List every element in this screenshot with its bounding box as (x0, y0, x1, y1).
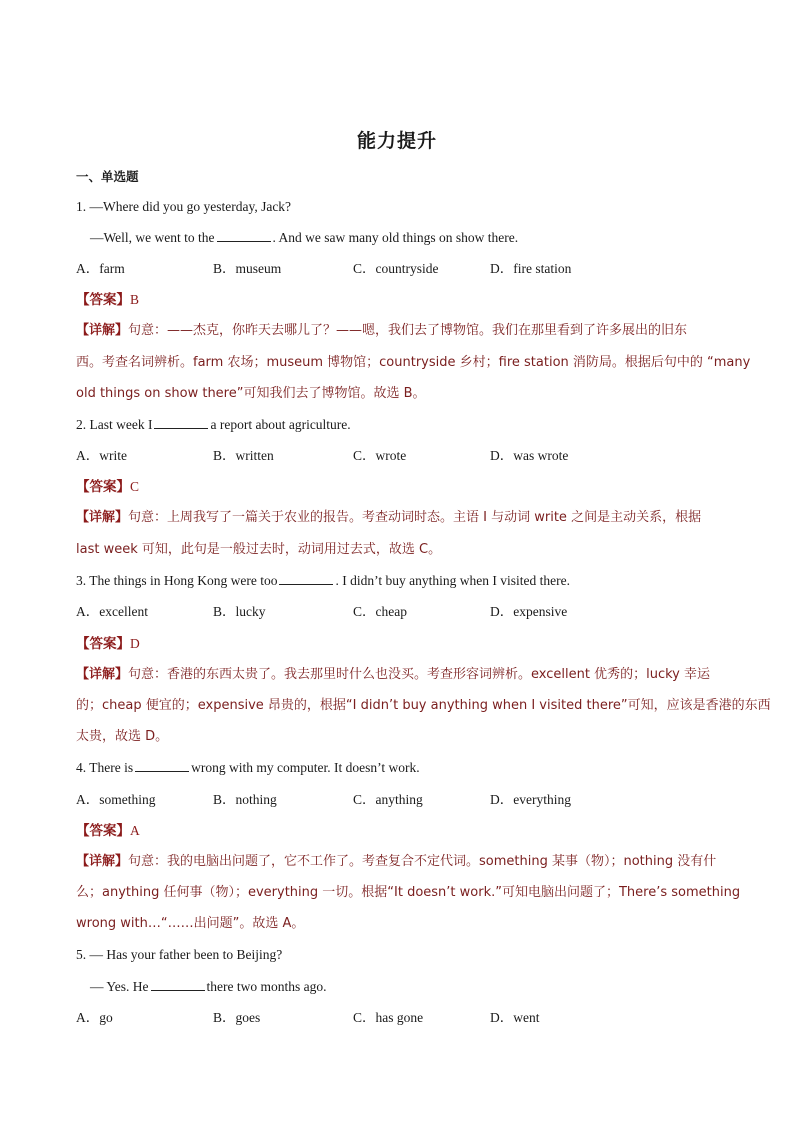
question-4-option-c: C．anything (353, 792, 423, 807)
question-3-detail-line-2: 的；cheap 便宜的；expensive 昂贵的，根据“I didn’t buy anything when I visited there”可知，应该是香港的东西 (76, 698, 771, 713)
answer-blank (217, 229, 271, 242)
question-3-detail-line-1: 【详解】句意：香港的东西太贵了。我去那里时什么也没买。考查形容词辨析。excellent 优秀的；lucky 幸运 (76, 667, 710, 682)
answer-blank (154, 416, 208, 429)
question-2-option-d: D．was wrote (490, 448, 569, 463)
question-3-stem: 3. The things in Hong Kong were too . I didn’t buy anything when I visited there. (76, 573, 570, 588)
question-2-answer: 【答案】C (76, 479, 140, 495)
question-4-detail-line-1: 【详解】句意：我的电脑出问题了，它不工作了。考查复合不定代词。something 某事（物）；nothing 没有什 (76, 854, 717, 869)
question-1-option-d: D．fire station (490, 261, 572, 276)
answer-blank (151, 978, 205, 991)
question-1-detail-line-1: 【详解】句意：——杰克，你昨天去哪儿了？——嗯，我们去了博物馆。我们在那里看到了许多展出的旧东 (76, 323, 688, 338)
question-3-answer: 【答案】D (76, 636, 140, 652)
question-5-option-a: A．go (76, 1010, 113, 1025)
question-1-option-a: A．farm (76, 261, 125, 276)
question-3-option-c: C．cheap (353, 604, 407, 619)
question-1-line-2: —Well, we went to the . And we saw many old things on show there. (90, 230, 519, 245)
question-3-option-d: D．expensive (490, 604, 568, 619)
question-2-detail-line-1: 【详解】句意：上周我写了一篇关于农业的报告。考查动词时态。主语 I 与动词 write 之间是主动关系，根据 (76, 510, 702, 525)
question-4-option-a: A．something (76, 792, 156, 807)
question-5-line-2: — Yes. He there two months ago. (90, 979, 327, 994)
question-3-option-b: B．lucky (213, 604, 266, 619)
question-1-option-c: C．countryside (353, 261, 439, 276)
question-1-answer: 【答案】B (76, 292, 140, 308)
section-heading: 一、单选题 (76, 169, 139, 184)
question-4-option-d: D．everything (490, 792, 571, 807)
answer-blank (135, 759, 189, 772)
question-1-detail-line-2: 西。考查名词辨析。farm 农场；museum 博物馆；countryside 乡村；fire station 消防局。根据后句中的 “many (76, 355, 751, 370)
question-5-option-c: C．has gone (353, 1010, 424, 1025)
answer-blank (279, 572, 333, 585)
question-4-answer: 【答案】A (76, 823, 140, 839)
question-4-option-b: B．nothing (213, 792, 277, 807)
question-2-option-a: A．write (76, 448, 127, 463)
question-5-stem: 5. — Has your father been to Beijing? (76, 947, 283, 962)
question-2-stem: 2. Last week I a report about agriculture. (76, 417, 351, 432)
question-1-detail-line-3: old things on show there”可知我们去了博物馆。故选 B。 (76, 386, 426, 401)
question-4-detail-line-2: 么；anything 任何事（物）；everything 一切。根据“It doesn’t work.”可知电脑出问题了；There’s something (76, 885, 741, 900)
question-1-stem: 1. —Where did you go yesterday, Jack? (76, 199, 292, 214)
question-4-detail-line-3: wrong with…“……出问题”。故选 A。 (76, 916, 305, 931)
question-5-option-d: D．went (490, 1010, 540, 1025)
question-1-option-b: B．museum (213, 261, 282, 276)
question-3-option-a: A．excellent (76, 604, 148, 619)
question-2-detail-line-2: last week 可知，此句是一般过去时，动词用过去式，故选 C。 (76, 542, 442, 557)
question-2-option-c: C．wrote (353, 448, 407, 463)
question-2-option-b: B．written (213, 448, 274, 463)
page-title: 能力提升 (356, 130, 437, 152)
question-4-stem: 4. There is wrong with my computer. It doesn’t work. (76, 760, 420, 775)
question-3-detail-line-3: 太贵，故选 D。 (76, 729, 169, 744)
question-5-option-b: B．goes (213, 1010, 261, 1025)
